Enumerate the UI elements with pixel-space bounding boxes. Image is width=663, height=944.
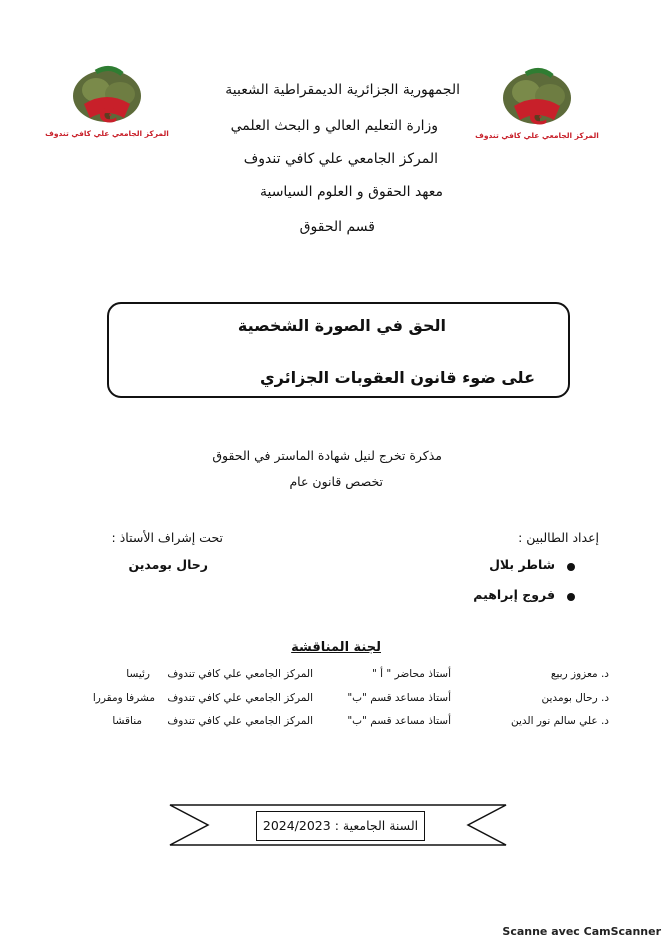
scanner-watermark: Scanne avec CamScanner [502,925,661,938]
member-institution: المركز الجامعي علي كافي تندوف [167,715,313,727]
member-name: د. معزوز ربيع [550,668,609,680]
header-institute: معهد الحقوق و العلوم السياسية [259,184,443,200]
logo-caption: المركز الجامعي علي كافي تندوف [45,129,169,138]
member-rank: أستاذ مساعد قسم "ب" [347,715,451,727]
member-rank: أستاذ محاضر " أ " [372,668,451,680]
institution-logo-left [45,60,169,142]
member-institution: المركز الجامعي علي كافي تندوف [167,692,313,704]
member-role: رئيسا [126,668,150,680]
header-ministry: وزارة التعليم العالي و البحث العلمي [230,118,438,134]
thesis-title-line2: على ضوء قانون العقوبات الجزائري [259,368,535,387]
committee-title: لجنة المناقشة [291,640,381,655]
logo-caption: المركز الجامعي علي كافي تندوف [475,131,599,140]
bullet [567,593,575,601]
member-role: مناقشا [112,715,142,727]
header-university: المركز الجامعي علي كافي تندوف [243,151,438,167]
student-name-2: فروج إبراهيم [473,587,555,602]
header-department: قسم الحقوق [299,219,375,235]
memo-purpose: مذكرة تخرج لنيل شهادة الماستر في الحقوق [212,448,442,463]
supervisor-name: رحال بومدين [128,557,208,572]
member-institution: المركز الجامعي علي كافي تندوف [167,668,313,680]
thesis-title-line1: الحق في الصورة الشخصية [237,316,446,335]
students-label: إعداد الطالبين : [518,530,599,545]
institution-logo-right [475,62,599,144]
header-republic: الجمهورية الجزائرية الديمقراطية الشعبية [225,82,460,98]
academic-year: السنة الجامعية : 2024/2023 [256,811,425,841]
member-name: د. علي سالم نور الدين [510,715,609,727]
member-rank: أستاذ مساعد قسم "ب" [347,692,451,704]
member-role: مشرفا ومقررا [92,692,155,704]
student-name-1: شاطر بلال [489,557,555,572]
bullet [567,563,575,571]
logo-letter: ج [527,95,547,125]
logo-letter: ج [97,93,117,123]
supervisor-label: تحت إشراف الأستاذ : [111,530,223,545]
member-name: د. رحال بومدين [541,692,609,704]
memo-specialty: تخصص قانون عام [289,474,383,489]
